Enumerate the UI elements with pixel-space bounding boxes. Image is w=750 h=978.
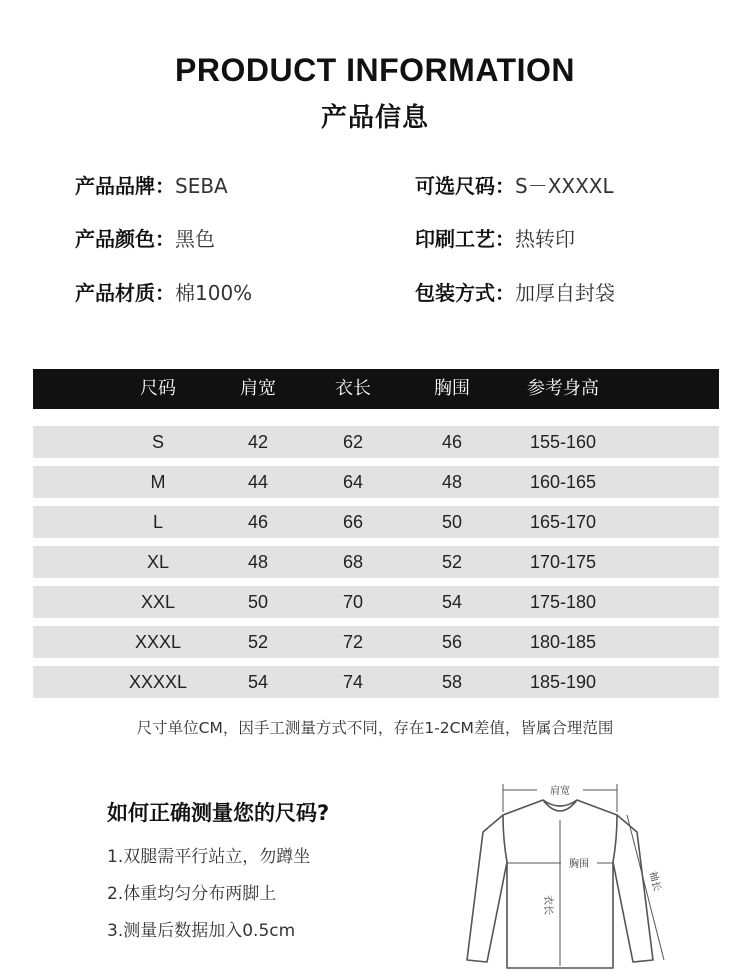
table-row: [33, 626, 719, 658]
table-row: [33, 466, 719, 498]
spec-label: 包装方式：: [415, 281, 515, 305]
cell-length: 72: [342, 632, 364, 652]
page-title-cn: 产品信息: [320, 103, 429, 133]
spec-label: 产品材质：: [75, 281, 175, 305]
cell-size: XXXXL: [128, 672, 188, 692]
tip-1: 1.双腿需平行站立，勿蹲坐: [107, 847, 311, 867]
cell-chest: 50: [441, 512, 463, 532]
spec-label: 印刷工艺：: [415, 227, 515, 251]
cell-shoulder: 48: [247, 552, 269, 572]
column-header-shoulder: 肩宽: [240, 378, 276, 399]
shirt-outline-icon: [455, 770, 685, 970]
cell-shoulder: 46: [247, 512, 269, 532]
cell-height: 155-160: [529, 432, 597, 452]
spec-value: SEBA: [175, 174, 228, 198]
cell-height: 170-175: [529, 552, 597, 572]
cell-length: 64: [342, 472, 364, 492]
table-row: [33, 666, 719, 698]
cell-length: 66: [342, 512, 364, 532]
column-header-chest: 胸围: [434, 378, 470, 399]
table-row: [33, 546, 719, 578]
spec-value: 热转印: [515, 227, 575, 251]
cell-height: 175-180: [529, 592, 597, 612]
cell-size: L: [152, 512, 163, 532]
cell-shoulder: 50: [247, 592, 269, 612]
spec-value: 黑色: [175, 227, 215, 251]
cell-size: S: [151, 432, 164, 452]
spec-value: 棉100%: [175, 281, 253, 305]
page-title-en: PRODUCT INFORMATION: [175, 52, 575, 88]
chest-label: 胸围: [569, 859, 589, 870]
how-to-measure-title: 如何正确测量您的尺码?: [107, 801, 330, 825]
length-label: 衣长: [542, 895, 553, 915]
cell-height: 185-190: [529, 672, 597, 692]
cell-size: XXXL: [134, 632, 182, 652]
spec-label: 产品品牌：: [75, 174, 175, 198]
tip-2: 2.体重均匀分布两脚上: [107, 884, 277, 904]
cell-shoulder: 44: [247, 472, 269, 492]
cell-size: XL: [146, 552, 170, 572]
cell-size: XXL: [140, 592, 176, 612]
cell-length: 70: [342, 592, 364, 612]
table-row: [33, 506, 719, 538]
cell-chest: 54: [441, 592, 463, 612]
cell-height: 180-185: [529, 632, 597, 652]
cell-chest: 48: [441, 472, 463, 492]
size-table-header: [33, 369, 719, 409]
cell-chest: 58: [441, 672, 463, 692]
measurement-note: 尺寸单位CM，因手工测量方式不同，存在1-2CM差值，皆属合理范围: [136, 719, 614, 737]
cell-length: 74: [342, 672, 364, 692]
column-header-size: 尺码: [140, 378, 176, 399]
spec-print: [415, 223, 575, 252]
cell-size: M: [150, 472, 166, 492]
cell-shoulder: 54: [247, 672, 269, 692]
cell-length: 62: [342, 432, 364, 452]
spec-label: 可选尺码：: [415, 174, 515, 198]
spec-packaging: [415, 277, 615, 306]
cell-length: 68: [342, 552, 364, 572]
cell-chest: 46: [441, 432, 463, 452]
cell-chest: 56: [441, 632, 463, 652]
sleeve-label: 袖长: [646, 870, 663, 893]
spec-color: [75, 223, 215, 252]
column-header-length: 衣长: [335, 378, 371, 399]
spec-value: 加厚自封袋: [515, 281, 615, 305]
cell-chest: 52: [441, 552, 463, 572]
spec-value: S－XXXXL: [515, 174, 614, 198]
spec-label: 产品颜色：: [75, 227, 175, 251]
cell-height: 160-165: [529, 472, 597, 492]
table-row: [33, 586, 719, 618]
measurement-diagram: [455, 770, 685, 970]
cell-height: 165-170: [529, 512, 597, 532]
spec-brand: [75, 170, 228, 199]
column-header-height: 参考身高: [527, 378, 599, 399]
table-row: [33, 426, 719, 458]
spec-sizes: [415, 170, 614, 199]
cell-shoulder: 42: [247, 432, 269, 452]
shoulder-label: 肩宽: [550, 786, 570, 797]
cell-shoulder: 52: [247, 632, 269, 652]
spec-material: [75, 277, 252, 306]
tip-3: 3.测量后数据加入0.5cm: [107, 921, 296, 941]
